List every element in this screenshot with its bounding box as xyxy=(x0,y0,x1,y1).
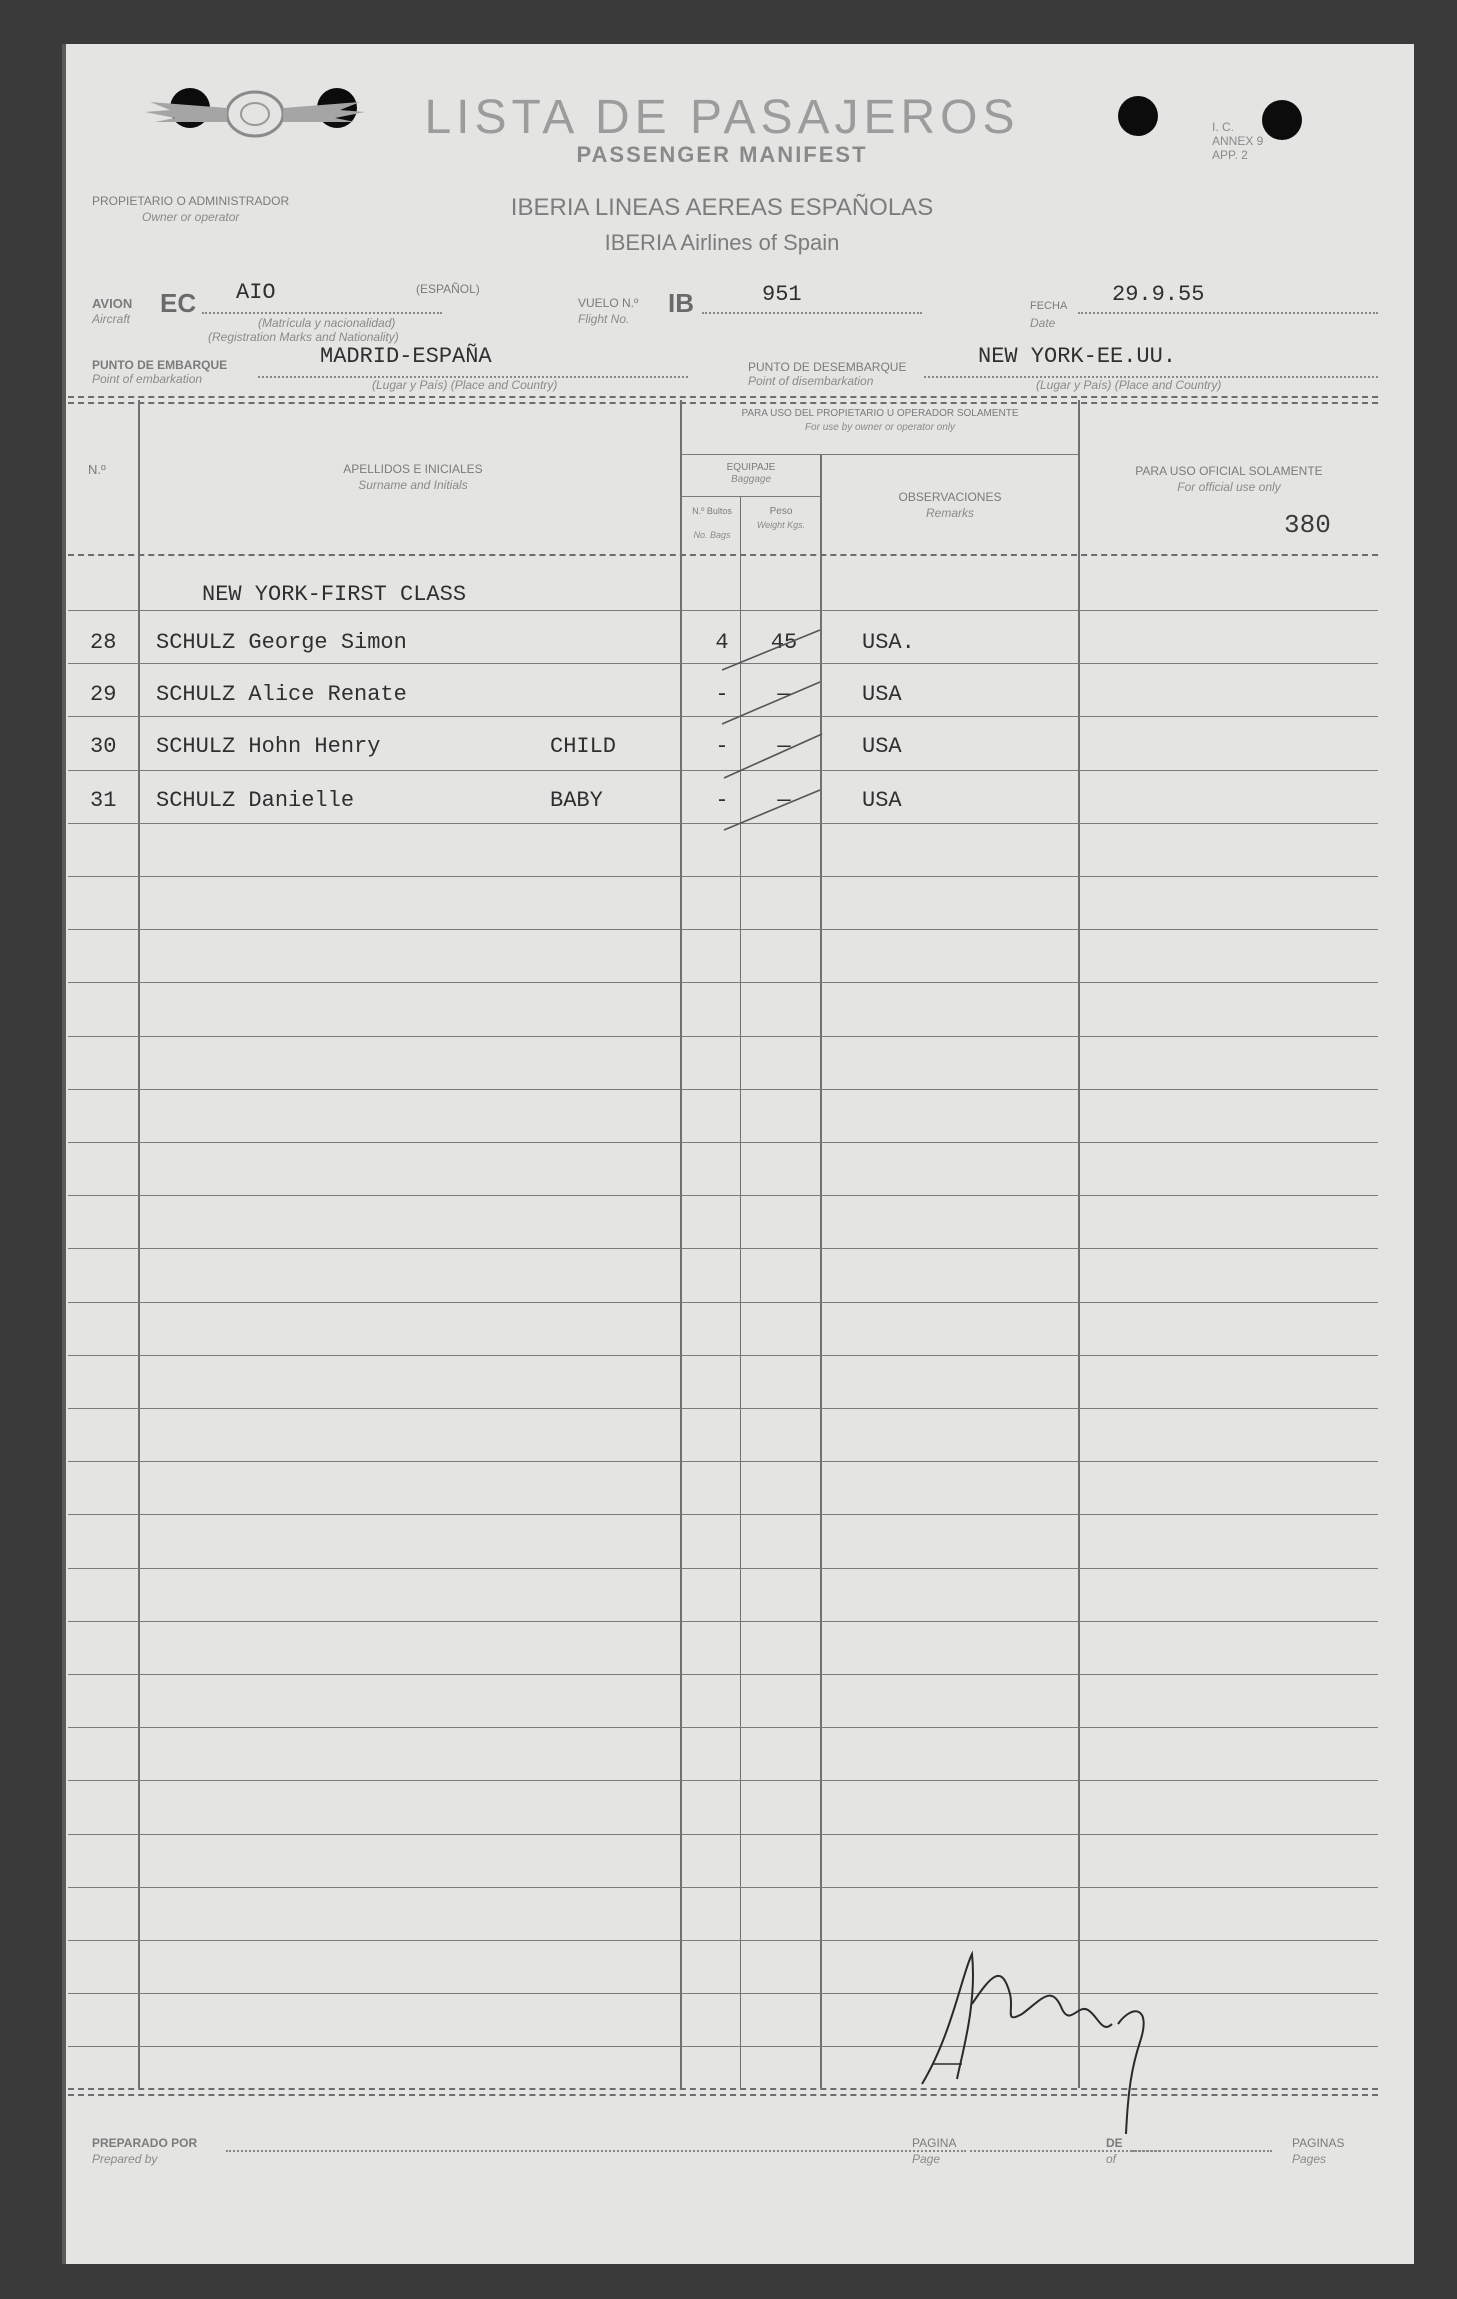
table-row-line xyxy=(68,1089,1378,1090)
col-header-names: APELLIDOS E INICIALES xyxy=(343,462,483,476)
col-header-weight: Peso xyxy=(769,506,793,517)
table-row-line xyxy=(68,1727,1378,1728)
reference-code-3: APP. 2 xyxy=(1212,148,1248,162)
table-row-line xyxy=(68,1674,1378,1675)
col-header-remarks: OBSERVACIONES xyxy=(898,490,1002,504)
signature-icon xyxy=(892,1914,1212,2154)
passenger-weight: — xyxy=(777,682,791,707)
col-header-owner-use-en: For use by owner or operator only xyxy=(804,422,956,433)
disembarkation-value: NEW YORK-EE.UU. xyxy=(978,344,1177,369)
col-header-number: N.º xyxy=(88,462,106,477)
table-row-line xyxy=(68,929,1378,930)
page-label-en: Page xyxy=(912,2152,941,2166)
baggage-strike-marks xyxy=(662,604,862,864)
prepared-by-label: PREPARADO POR xyxy=(92,2136,198,2150)
table-row-line xyxy=(68,1355,1378,1356)
embarkation-label: PUNTO DE EMBARQUE xyxy=(92,358,228,372)
document-title: LISTA DE PASAJEROS xyxy=(424,91,1020,144)
passenger-bags: - xyxy=(715,788,729,813)
date-value: 29.9.55 xyxy=(1112,282,1205,307)
airline-name-en: IBERIA Airlines of Spain xyxy=(604,230,840,255)
col-header-official: PARA USO OFICIAL SOLAMENTE xyxy=(1135,464,1323,478)
owner-label-en: Owner or operator xyxy=(142,210,240,224)
table-row-line xyxy=(68,1142,1378,1143)
prepared-by-label-en: Prepared by xyxy=(92,2152,158,2166)
col-header-baggage: EQUIPAJE xyxy=(726,462,776,473)
winged-logo-icon xyxy=(130,84,380,144)
passenger-weight: 45 xyxy=(770,630,798,655)
passenger-bags: - xyxy=(715,682,729,707)
passenger-remarks: USA. xyxy=(862,630,915,655)
passenger-remarks: USA xyxy=(862,734,902,759)
passenger-name: SCHULZ George Simon xyxy=(156,630,407,655)
pages-label: PAGINAS xyxy=(1292,2136,1345,2150)
reference-code-2: ANNEX 9 xyxy=(1212,134,1264,148)
passenger-weight: — xyxy=(777,734,791,759)
col-header-weight-en: Weight Kgs. xyxy=(756,520,806,530)
embarkation-label-en: Point of embarkation xyxy=(92,372,203,386)
aircraft-nationality: (ESPAÑOL) xyxy=(416,282,480,296)
punch-hole xyxy=(1262,100,1302,140)
passenger-remarks: USA xyxy=(862,788,902,813)
table-row-line xyxy=(68,1834,1378,1835)
airline-name-es: IBERIA LINEAS AEREAS ESPAÑOLAS xyxy=(510,194,934,221)
flight-label-en: Flight No. xyxy=(578,312,630,326)
col-header-bags: N.º Bultos xyxy=(692,506,732,516)
disembarkation-label: PUNTO DE DESEMBARQUE xyxy=(748,360,907,374)
passenger-name: SCHULZ Alice Renate xyxy=(156,682,407,707)
page-label: PAGINA xyxy=(912,2136,957,2150)
disembarkation-note: (Lugar y País) (Place and Country) xyxy=(1036,378,1222,392)
owner-label: PROPIETARIO O ADMINISTRADOR xyxy=(92,194,290,208)
passenger-name: SCHULZ Hohn Henry xyxy=(156,734,381,759)
col-header-remarks-en: Remarks xyxy=(925,506,974,520)
table-row-line xyxy=(68,1408,1378,1409)
aircraft-label-en: Aircraft xyxy=(92,312,131,326)
passenger-number: 30 xyxy=(90,734,117,759)
passenger-bags: - xyxy=(715,734,729,759)
embarkation-note: (Lugar y País) (Place and Country) xyxy=(372,378,558,392)
document-subtitle: PASSENGER MANIFEST xyxy=(576,142,868,167)
official-number: 380 xyxy=(1284,510,1331,540)
col-header-official-en: For official use only xyxy=(1177,480,1281,494)
col-header-names-en: Surname and Initials xyxy=(358,478,468,492)
table-row-line xyxy=(68,1514,1378,1515)
aircraft-registration-value: AIO xyxy=(236,280,276,305)
table-row-line xyxy=(68,1780,1378,1781)
table-row-line xyxy=(68,1887,1378,1888)
flight-number-value: 951 xyxy=(762,282,802,307)
passenger-note: CHILD xyxy=(550,734,617,759)
table-row-line xyxy=(68,982,1378,983)
table-row-line xyxy=(68,1302,1378,1303)
passenger-number: 29 xyxy=(90,682,117,707)
table-row-line xyxy=(68,1568,1378,1569)
section-label: NEW YORK-FIRST CLASS xyxy=(202,582,467,607)
page-left-edge xyxy=(62,44,66,2264)
aircraft-prefix: EC xyxy=(160,288,197,318)
aircraft-label: AVION xyxy=(92,296,133,311)
table-row-line xyxy=(68,876,1378,877)
passenger-number: 31 xyxy=(90,788,117,813)
pages-label-en: Pages xyxy=(1292,2152,1327,2166)
table-row-line xyxy=(68,1461,1378,1462)
col-header-baggage-en: Baggage xyxy=(730,474,772,485)
table-row-line xyxy=(68,1195,1378,1196)
passenger-bags: 4 xyxy=(715,630,729,655)
table-row-line xyxy=(68,1621,1378,1622)
passenger-number: 28 xyxy=(90,630,117,655)
col-header-owner-use: PARA USO DEL PROPIETARIO U OPERADOR SOLAMENTE xyxy=(741,408,1019,419)
flight-label: VUELO N.º xyxy=(578,296,639,310)
passenger-remarks: USA xyxy=(862,682,902,707)
table-row-line xyxy=(68,1248,1378,1249)
table-row-line xyxy=(68,1036,1378,1037)
punch-hole xyxy=(1118,96,1158,136)
passenger-weight: — xyxy=(777,788,791,813)
aircraft-note: (Matrícula y nacionalidad) xyxy=(258,316,396,330)
flight-prefix: IB xyxy=(668,288,694,318)
col-header-bags-en: No. Bags xyxy=(693,530,731,540)
disembarkation-label-en: Point of disembarkation xyxy=(748,374,874,388)
reference-code-1: I. C. xyxy=(1212,120,1235,134)
of-label: DE xyxy=(1106,2136,1123,2150)
passenger-name: SCHULZ Danielle xyxy=(156,788,355,813)
manifest-page xyxy=(62,44,1414,2264)
of-label-en: of xyxy=(1106,2152,1117,2166)
date-label-en: Date xyxy=(1030,316,1056,330)
aircraft-note-en: (Registration Marks and Nationality) xyxy=(208,330,399,344)
date-label: FECHA xyxy=(1030,300,1068,312)
embarkation-value: MADRID-ESPAÑA xyxy=(320,344,492,369)
passenger-note: BABY xyxy=(550,788,603,813)
